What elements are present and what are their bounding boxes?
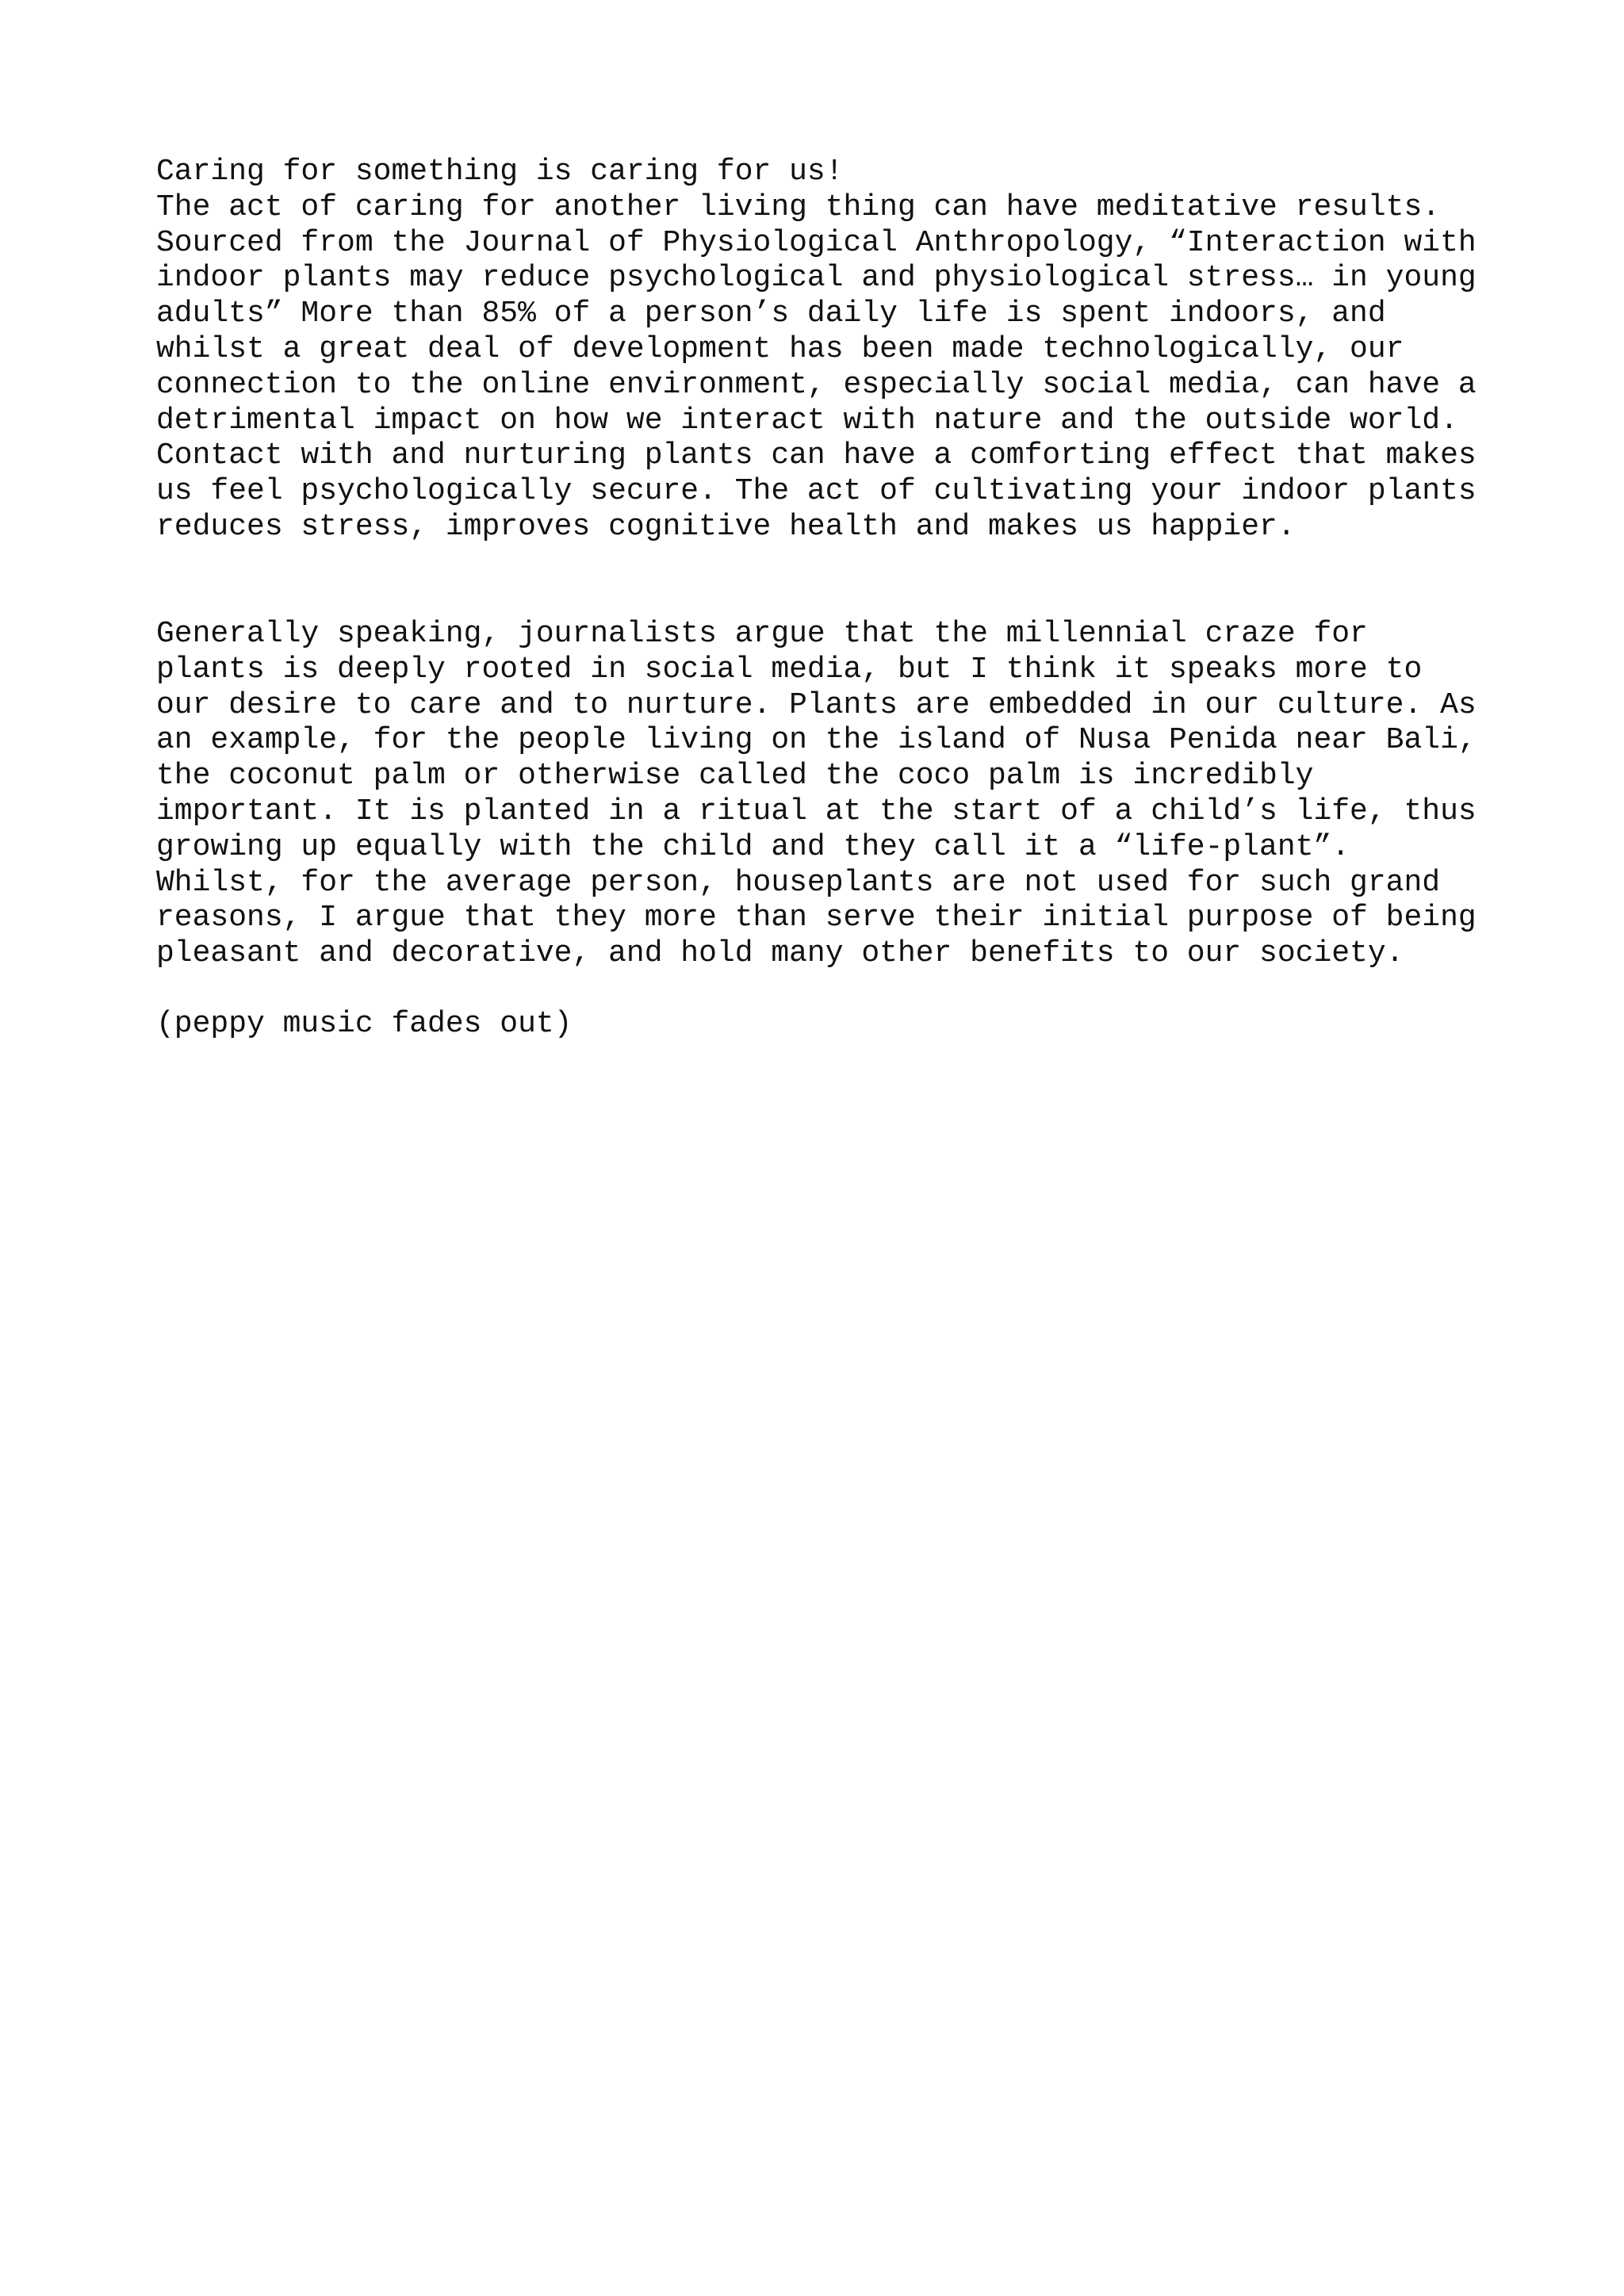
- paragraph-line: whilst a great deal of development has been made technologically, our: [156, 331, 1404, 366]
- paragraph-line: connection to the online environment, especially social media, can have a: [156, 367, 1477, 402]
- paragraph-line: an example, for the people living on the island of Nusa Penida near Bali,: [156, 723, 1477, 758]
- paragraph-line: growing up equally with the child and they call it a “life-plant”.: [156, 829, 1350, 864]
- paragraph-line: Whilst, for the average person, houseplants are not used for such grand: [156, 865, 1441, 900]
- paragraph-line: detrimental impact on how we interact with nature and the outside world.: [156, 403, 1458, 438]
- paragraph-line: The act of caring for another living thing can have meditative results.: [156, 189, 1441, 224]
- second-paragraph: [156, 617, 1504, 972]
- paragraph-line: Generally speaking, journalists argue that the millennial craze for: [156, 617, 1368, 651]
- paragraph-line: our desire to care and to nurture. Plants are embedded in our culture. As: [156, 687, 1477, 722]
- paragraph-line: reasons, I argue that they more than serve their initial purpose of being: [156, 901, 1477, 936]
- section-heading: Caring for something is caring for us!: [156, 155, 844, 189]
- paragraph-line: indoor plants may reduce psychological and physiological stress… in young: [156, 261, 1477, 296]
- paragraph-line: Contact with and nurturing plants can have a comforting effect that makes: [156, 438, 1477, 473]
- opening-section: [156, 155, 1504, 545]
- paragraph-line: reduces stress, improves cognitive health and makes us happier.: [156, 509, 1296, 544]
- paragraph-line: us feel psychologically secure. The act of cultivating your indoor plants: [156, 474, 1477, 509]
- paragraph-line: adults” More than 85% of a person’s daily life is spent indoors, and: [156, 297, 1386, 331]
- paragraph-line: Sourced from the Journal of Physiological Anthropology, “Interaction with: [156, 225, 1477, 260]
- stage-direction: (peppy music fades out): [156, 1007, 573, 1041]
- paragraph-line: pleasant and decorative, and hold many other benefits to our society.: [156, 936, 1404, 971]
- paragraph-line: plants is deeply rooted in social media, but I think it speaks more to: [156, 652, 1423, 687]
- paragraph-line: the coconut palm or otherwise called the coco palm is incredibly: [156, 759, 1314, 794]
- paragraph-line: important. It is planted in a ritual at the start of a child’s life, thus: [156, 794, 1477, 828]
